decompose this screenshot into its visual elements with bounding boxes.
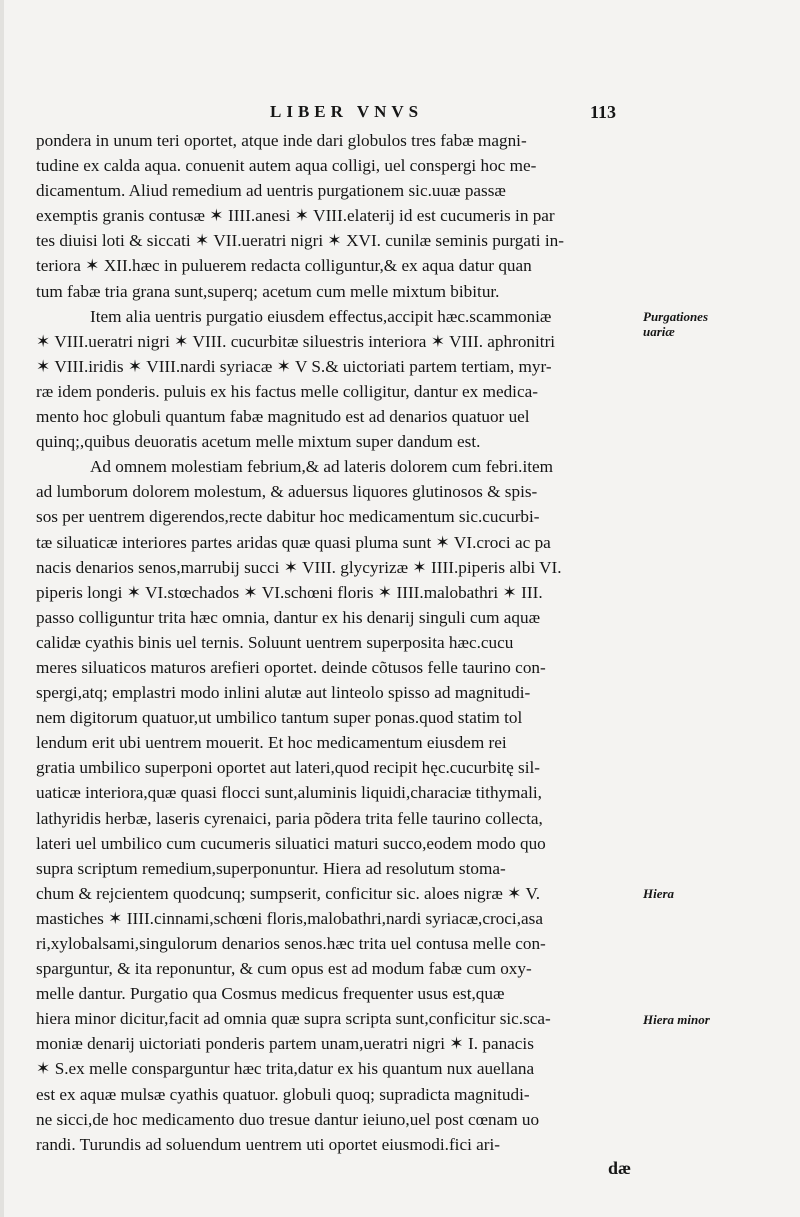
catchword: dæ (608, 1158, 632, 1178)
text-line: mento hoc globuli quantum fabæ magnitudo est ad denarios quatuor uel (36, 407, 530, 427)
text-line: calidæ cyathis binis uel ternis. Soluunt uentrem superposita hæc.cucu (36, 632, 514, 652)
text-line: lateri uel umbilico cum cucumeris siluatici maturi succo,eodem modo quo (36, 833, 546, 853)
text-line: gratia umbilico superponi oportet aut lateri,quod recipit hęc.cucurbitę sil- (36, 758, 541, 778)
text-line: Ad omnem molestiam febrium,& ad lateris dolorem cum febri.item (90, 457, 553, 477)
text-line: est ex aquæ mulsæ cyathis quatuor. globuli quoq; supradicta magnitudi- (36, 1084, 530, 1104)
margin-note (643, 886, 674, 901)
text-line: sos per uentrem digerendos,recte dabitur hoc medicamentum sic.cucurbi- (36, 507, 540, 527)
text-line: piperis longi ✶ VI.stœchados ✶ VI.schœni floris ✶ IIII.malobathri ✶ III. (36, 582, 543, 602)
text-line: pondera in unum teri oportet, atque inde dari globulos tres fabæ magni- (36, 131, 527, 150)
text-line: nem digitorum quatuor,ut umbilico tantum super ponas.quod statim tol (36, 708, 523, 728)
folio-number: 113 (590, 102, 617, 122)
text-line: nacis denarios senos,marrubij succi ✶ VIII. glycyrizæ ✶ IIII.piperis albi VI. (36, 557, 562, 577)
text-line: tudine ex calda aqua. conuenit autem aqua colligi, uel conspergi hoc me- (36, 156, 537, 176)
text-line: tum fabæ tria grana sunt,superq; acetum cum melle mixtum bibitur. (36, 281, 500, 301)
text-line: uaticæ interiora,quæ quasi flocci sunt,aluminis liquidi,characiæ tithymali, (36, 783, 542, 803)
text-line: sparguntur, & ita reponuntur, & cum opus est ad modum fabæ cum oxy- (36, 959, 532, 979)
text-line: ne sicci,de hoc medicamento duo tresue dantur ieiuno,uel post cœnam uo (36, 1109, 540, 1129)
margin-note-text: Hiera (643, 886, 675, 901)
text-line: exemptis granis contusæ ✶ IIII.anesi ✶ VIII.elaterij id est cucumeris in par (36, 206, 555, 226)
text-line: passo colliguntur trita hæc omnia, dantur ex his denarij singuli cum aquæ (36, 607, 541, 627)
margin-note-text: Hiera minor (643, 1011, 710, 1027)
text-line: spergi,atq; emplastri modo inlini alutæ aut linteolo spisso ad magnitudi- (36, 683, 531, 703)
text-line: randi. Turundis ad soluendum uentrem uti oportet eiusmodi.fici ari- (36, 1134, 500, 1154)
text-line: lendum erit ubi uentrem mouerit. Et hoc medicamentum eiusdem rei (36, 733, 507, 753)
text-line: quinq;,quibus deuoratis acetum melle mixtum super dandum est. (36, 432, 481, 452)
page-header (0, 100, 800, 130)
text-line: teriora ✶ XII.hæc in puluerem redacta colliguntur,& ex aqua datur quan (36, 256, 532, 276)
main-text (36, 128, 636, 1157)
text-line: ✶ VIII.iridis ✶ VIII.nardi syriacæ ✶ V S.& uictoriati partem tertiam, myr- (36, 356, 552, 376)
text-line: ad lumborum dolorem molestum, & aduersus liquores glutinosos & spis- (36, 482, 538, 502)
text-line: dicamentum. Aliud remedium ad uentris purgationem sic.uuæ passæ (36, 181, 506, 201)
margin-note-text: uariæ (643, 323, 675, 339)
text-line: mastiches ✶ IIII.cinnami,schœni floris,malobathri,nardi syriacæ,croci,asa (36, 908, 543, 928)
text-line: meres siluaticos maturos arefieri oportet. deinde cõtusos felle taurino con- (36, 657, 546, 677)
text-line: tæ siluaticæ interiores partes aridas quæ quasi pluma sunt ✶ VI.croci ac pa (36, 532, 551, 552)
text-line: tes diuisi loti & siccati ✶ VII.ueratri nigri ✶ XVI. cunilæ seminis purgati in- (36, 231, 564, 251)
margin-note-text: Purgationes (643, 308, 709, 324)
text-line: ri,xylobalsami,singulorum denarios senos.hæc trita uel contusa melle con- (36, 934, 546, 953)
text-line: chum & rejcientem quodcunq; sumpserit, conficitur sic. aloes nigræ ✶ V. (36, 883, 540, 903)
running-title: LIBER VNVS (270, 102, 424, 121)
text-line: supra scriptum remedium,superponuntur. Hiera ad resolutum stoma- (36, 858, 506, 878)
text-line: lathyridis herbæ, laseris cyrenaici, paria põdera trita felle taurino collecta, (36, 808, 543, 828)
text-line: ✶ S.ex melle consparguntur hæc trita,datur ex his quantum nux auellana (36, 1059, 535, 1079)
margin-note (643, 309, 708, 339)
text-line: melle dantur. Purgatio qua Cosmus medicus frequenter usus est,quæ (36, 984, 505, 1004)
text-line: Item alia uentris purgatio eiusdem effectus,accipit hæc.scammoniæ (90, 306, 552, 326)
text-line: ✶ VIII.ueratri nigri ✶ VIII. cucurbitæ siluestris interiora ✶ VIII. aphronitri (36, 331, 556, 351)
margin-note (643, 1012, 710, 1027)
text-line: ræ idem ponderis. puluis ex his factus melle colligitur, dantur ex medica- (36, 381, 538, 401)
text-line: moniæ denarij uictoriati ponderis partem unam,ueratri nigri ✶ I. panacis (36, 1034, 534, 1054)
text-line: hiera minor dicitur,facit ad omnia quæ supra scripta sunt,conficitur sic.sca- (36, 1009, 551, 1029)
